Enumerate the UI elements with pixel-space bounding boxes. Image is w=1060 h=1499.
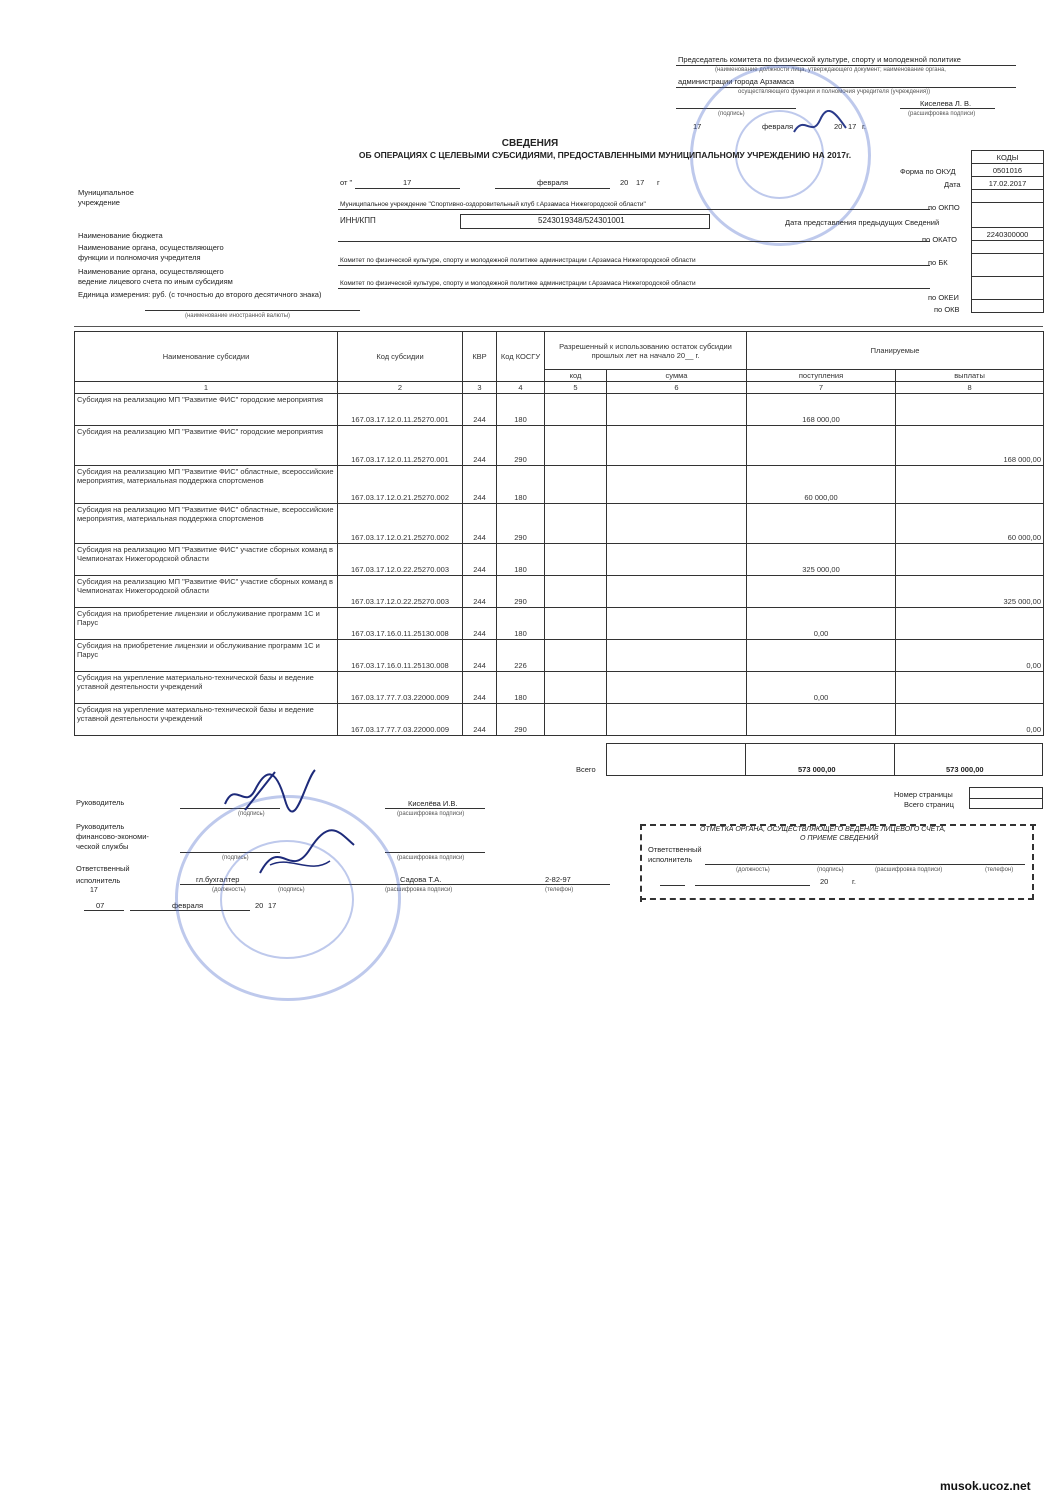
approval-year: 17 xyxy=(848,122,857,131)
fin-head-label-1: Руководитель xyxy=(76,822,125,831)
receipt-mark-title-1: ОТМЕТКА ОРГАНА, ОСУЩЕСТВЛЯЮЩЕГО ВЕДЕНИЕ ЛИЦЕВОГО СЧЕТА, xyxy=(700,826,947,833)
subsidy-code: 167.03.17.77.7.03.22000.009 xyxy=(338,704,463,736)
footer-day-small: 17 xyxy=(90,887,98,894)
planned-income xyxy=(747,576,896,608)
allowed-code xyxy=(545,504,607,544)
header-day: 17 xyxy=(403,178,412,187)
planned-payments: 325 000,00 xyxy=(896,576,1044,608)
approver-caption-1: (наименование должности лица, утверждающего документ; наименование органа, xyxy=(715,67,946,73)
header-year-suffix: г xyxy=(657,178,660,187)
subsidy-kvr: 244 xyxy=(463,704,497,736)
head-name-caption: (расшифровка подписи) xyxy=(397,811,465,817)
budget-label: Наименование бюджета xyxy=(78,231,163,240)
date-value: 17.02.2017 xyxy=(972,177,1044,190)
col-kosgu-header: Код КОСГУ xyxy=(497,332,545,382)
table-row xyxy=(75,640,1044,672)
allowed-sum xyxy=(607,544,747,576)
allowed-sum xyxy=(607,640,747,672)
approver-name: Киселева Л. В. xyxy=(920,99,972,108)
col-num: 1 xyxy=(75,382,338,394)
institution-label: Муниципальное учреждение xyxy=(78,188,134,207)
planned-income: 325 000,00 xyxy=(747,544,896,576)
col-num: 7 xyxy=(747,382,896,394)
footer-day: 07 xyxy=(96,901,105,910)
planned-income: 168 000,00 xyxy=(747,394,896,426)
approver-name-caption: (расшифровка подписи) xyxy=(908,111,976,117)
date-prefix: от " xyxy=(340,178,353,187)
exec-position: гл.бухгалтер xyxy=(196,875,240,884)
planned-income: 60 000,00 xyxy=(747,466,896,504)
planned-payments xyxy=(896,466,1044,504)
approver-sign-caption: (подпись) xyxy=(718,111,745,117)
approver-signature xyxy=(790,110,850,140)
col-allowed-sum-header: сумма xyxy=(607,370,747,382)
codes-header: КОДЫ xyxy=(972,151,1044,164)
okud-label: Форма по ОКУД xyxy=(900,167,956,176)
page-number-label: Номер страницы xyxy=(894,790,953,799)
fin-head-label-3: ческой службы xyxy=(76,842,129,851)
subsidy-name: Субсидия на реализацию МП "Развитие ФИС" городские мероприятия xyxy=(75,426,338,466)
receipt-exec-label-2: исполнитель xyxy=(648,855,693,864)
okato-label: по ОКАТО xyxy=(922,235,958,244)
subsidy-kvr: 244 xyxy=(463,466,497,504)
col-num: 4 xyxy=(497,382,545,394)
subsidy-code: 167.03.17.12.0.21.25270.002 xyxy=(338,504,463,544)
subsidy-kosgu: 180 xyxy=(497,394,545,426)
allowed-code xyxy=(545,576,607,608)
receipt-year-suffix: г. xyxy=(852,877,856,886)
subsidy-kvr: 244 xyxy=(463,608,497,640)
founder-name: Комитет по физической культуре, спорту и молодежной политике администрации г.Арзамаса Нижегородской области xyxy=(340,257,696,264)
col-num: 8 xyxy=(896,382,1044,394)
exec-sign-caption: (подпись) xyxy=(278,887,305,893)
inn-label: ИНН/КПП xyxy=(340,216,376,225)
subsidy-kvr: 244 xyxy=(463,426,497,466)
date-label: Дата xyxy=(944,180,961,189)
account-name: Комитет по физической культуре, спорту и молодежной политике администрации г.Арзамаса Нижегородской области xyxy=(340,280,696,287)
head-signature xyxy=(215,760,325,820)
subsidy-kosgu: 290 xyxy=(497,504,545,544)
head-name: Киселёва И.В. xyxy=(408,799,458,808)
subsidy-kosgu: 290 xyxy=(497,576,545,608)
subsidy-name: Субсидия на реализацию МП "Развитие ФИС" городские мероприятия xyxy=(75,394,338,426)
subsidy-kosgu: 180 xyxy=(497,672,545,704)
head-sign-caption: (подпись) xyxy=(238,811,265,817)
document-title: СВЕДЕНИЯ xyxy=(501,138,559,149)
exec-label-1: Ответственный xyxy=(76,864,130,873)
col-planned-header: Планируемые xyxy=(747,332,1044,370)
planned-income xyxy=(747,640,896,672)
col-num: 6 xyxy=(607,382,747,394)
receipt-mark-title-2: О ПРИЕМЕ СВЕДЕНИЙ xyxy=(800,835,879,842)
allowed-sum xyxy=(607,704,747,736)
allowed-sum xyxy=(607,394,747,426)
subsidy-code: 167.03.17.16.0.11.25130.008 xyxy=(338,608,463,640)
col-allowed-code-header: код xyxy=(545,370,607,382)
account-label-1: Наименование органа, осуществляющего xyxy=(78,267,224,276)
subsidy-code: 167.03.17.12.0.11.25270.001 xyxy=(338,394,463,426)
fin-sign-caption: (подпись) xyxy=(222,855,249,861)
allowed-sum xyxy=(607,466,747,504)
subsidy-code: 167.03.17.12.0.11.25270.001 xyxy=(338,426,463,466)
planned-payments: 0,00 xyxy=(896,640,1044,672)
receipt-phone-caption: (телефон) xyxy=(985,867,1014,873)
allowed-code xyxy=(545,672,607,704)
currency-caption: (наименование иностранной валюты) xyxy=(185,313,291,319)
subsidy-kvr: 244 xyxy=(463,504,497,544)
institution-name: Муниципальное учреждение "Спортивно-оздоровительный клуб г.Арзамаса Нижегородской области" xyxy=(340,201,646,208)
subsidies-table xyxy=(74,331,1044,736)
okpo-label: по ОКПО xyxy=(928,203,960,212)
account-label-2: ведение лицевого счета по иным субсидиям xyxy=(78,277,233,286)
approval-year-suffix: г. xyxy=(862,122,866,131)
allowed-code xyxy=(545,426,607,466)
total-payments: 573 000,00 xyxy=(946,765,984,774)
allowed-sum xyxy=(607,504,747,544)
col-name-header: Наименование субсидии xyxy=(75,332,338,382)
subsidy-kvr: 244 xyxy=(463,544,497,576)
planned-payments xyxy=(896,394,1044,426)
exec-name: Садова Т.А. xyxy=(400,875,442,884)
planned-payments xyxy=(896,672,1044,704)
receipt-year-prefix: 20 xyxy=(820,877,829,886)
founder-label-1: Наименование органа, осуществляющего xyxy=(78,243,224,252)
bk-label: по БК xyxy=(928,258,948,267)
receipt-sign-caption: (подпись) xyxy=(817,867,844,873)
subsidy-name: Субсидия на реализацию МП "Развитие ФИС" областные, всероссийские мероприятия, материальная поддержка спортсменов xyxy=(75,504,338,544)
inn-value: 5243019348/524301001 xyxy=(538,216,625,225)
allowed-sum xyxy=(607,672,747,704)
exec-phone-caption: (телефон) xyxy=(545,887,574,893)
subsidy-kosgu: 226 xyxy=(497,640,545,672)
table-row xyxy=(75,704,1044,736)
planned-income xyxy=(747,704,896,736)
unit-label: Единица измерения: руб. (с точностью до второго десятичного знака) xyxy=(78,290,322,299)
approval-day: 17 xyxy=(693,122,702,131)
receipt-exec-label-1: Ответственный xyxy=(648,845,702,854)
planned-payments xyxy=(896,544,1044,576)
subsidy-kosgu: 290 xyxy=(497,426,545,466)
subsidy-name: Субсидия на укрепление материально-технической базы и ведение уставной деятельности учреждений xyxy=(75,672,338,704)
document-subtitle: ОБ ОПЕРАЦИЯХ С ЦЕЛЕВЫМИ СУБСИДИЯМИ, ПРЕДОСТАВЛЕННЫМИ МУНИЦИПАЛЬНОМУ УЧРЕЖДЕНИЮ НА 2017г. xyxy=(358,150,852,160)
planned-income: 0,00 xyxy=(747,672,896,704)
subsidy-code: 167.03.17.16.0.11.25130.008 xyxy=(338,640,463,672)
allowed-code xyxy=(545,544,607,576)
planned-payments: 0,00 xyxy=(896,704,1044,736)
col-payments-header: выплаты xyxy=(896,370,1044,382)
exec-label-2: исполнитель xyxy=(76,876,121,885)
col-kvr-header: КВР xyxy=(463,332,497,382)
fin-name-caption: (расшифровка подписи) xyxy=(397,855,465,861)
subsidy-name: Субсидия на приобретение лицензии и обслуживание программ 1С и Парус xyxy=(75,640,338,672)
subsidy-code: 167.03.17.12.0.22.25270.003 xyxy=(338,544,463,576)
col-income-header: поступления xyxy=(747,370,896,382)
exec-name-caption: (расшифровка подписи) xyxy=(385,887,453,893)
codes-table xyxy=(971,150,1044,313)
subsidy-kvr: 244 xyxy=(463,576,497,608)
okv-label: по ОКВ xyxy=(934,305,960,314)
allowed-code xyxy=(545,640,607,672)
table-row xyxy=(75,466,1044,504)
table-row xyxy=(75,426,1044,466)
head-label: Руководитель xyxy=(76,798,125,807)
footer-year-prefix: 20 xyxy=(255,901,264,910)
okei-label: по ОКЕИ xyxy=(928,293,959,302)
subsidy-kosgu: 180 xyxy=(497,544,545,576)
allowed-code xyxy=(545,466,607,504)
approver-caption-2: осуществляющего функции и полномочия учредителя (учреждения)) xyxy=(738,89,931,95)
col-num: 3 xyxy=(463,382,497,394)
approver-organization: администрации города Арзамаса xyxy=(678,77,795,86)
subsidy-name: Субсидия на приобретение лицензии и обслуживание программ 1С и Парус xyxy=(75,608,338,640)
planned-income xyxy=(747,426,896,466)
okud-value: 0501016 xyxy=(972,164,1044,177)
subsidy-name: Субсидия на реализацию МП "Развитие ФИС" участие сборных команд в Чемпионатах Нижегородской области xyxy=(75,576,338,608)
subsidy-name: Субсидия на укрепление материально-технической базы и ведение уставной деятельности учреждений xyxy=(75,704,338,736)
planned-income xyxy=(747,504,896,544)
col-allowed-header: Разрешенный к использованию остаток субсидии прошлых лет на начало 20__ г. xyxy=(545,332,747,370)
table-row xyxy=(75,576,1044,608)
allowed-sum xyxy=(607,576,747,608)
subsidy-kvr: 244 xyxy=(463,640,497,672)
subsidy-kosgu: 290 xyxy=(497,704,545,736)
subsidy-code: 167.03.17.12.0.22.25270.003 xyxy=(338,576,463,608)
table-row xyxy=(75,544,1044,576)
allowed-code xyxy=(545,704,607,736)
col-num: 5 xyxy=(545,382,607,394)
subsidy-code: 167.03.17.12.0.21.25270.002 xyxy=(338,466,463,504)
okato-value: 2240300000 xyxy=(972,228,1044,241)
approval-month: февраля xyxy=(762,122,794,131)
header-month: февраля xyxy=(537,178,569,187)
col-num: 2 xyxy=(338,382,463,394)
allowed-sum xyxy=(607,426,747,466)
approver-position: Председатель комитета по физической культуре, спорту и молодежной политике xyxy=(678,55,961,64)
pages-total-label: Всего страниц xyxy=(904,800,954,809)
receipt-position-caption: (должность) xyxy=(736,867,770,873)
header-year: 17 xyxy=(636,178,645,187)
footer-year: 17 xyxy=(268,901,277,910)
table-row xyxy=(75,672,1044,704)
allowed-code xyxy=(545,394,607,426)
table-row xyxy=(75,394,1044,426)
planned-payments xyxy=(896,608,1044,640)
subsidy-name: Субсидия на реализацию МП "Развитие ФИС" областные, всероссийские мероприятия, материальная поддержка спортсменов xyxy=(75,466,338,504)
subsidy-code: 167.03.17.77.7.03.22000.009 xyxy=(338,672,463,704)
header-year-prefix: 20 xyxy=(620,178,629,187)
accountant-signature xyxy=(250,825,360,885)
planned-payments: 60 000,00 xyxy=(896,504,1044,544)
founder-label-2: функции и полномочия учредителя xyxy=(78,253,201,262)
subsidy-kosgu: 180 xyxy=(497,608,545,640)
subsidy-kosgu: 180 xyxy=(497,466,545,504)
subsidy-kvr: 244 xyxy=(463,394,497,426)
allowed-code xyxy=(545,608,607,640)
allowed-sum xyxy=(607,608,747,640)
fin-head-label-2: финансово-экономи- xyxy=(76,832,149,841)
subsidy-kvr: 244 xyxy=(463,672,497,704)
approval-year-prefix: 20 xyxy=(834,122,843,131)
col-code-header: Код субсидии xyxy=(338,332,463,382)
table-row xyxy=(75,608,1044,640)
planned-payments: 168 000,00 xyxy=(896,426,1044,466)
site-watermark: musok.ucoz.net xyxy=(940,1479,1031,1493)
total-label: Всего xyxy=(576,765,596,774)
footer-month: февраля xyxy=(172,901,204,910)
table-row xyxy=(75,504,1044,544)
subsidy-name: Субсидия на реализацию МП "Развитие ФИС" участие сборных команд в Чемпионатах Нижегородской области xyxy=(75,544,338,576)
planned-income: 0,00 xyxy=(747,608,896,640)
exec-position-caption: (должность) xyxy=(212,887,246,893)
receipt-name-caption: (расшифровка подписи) xyxy=(875,867,943,873)
exec-phone: 2-82-97 xyxy=(545,875,571,884)
total-income: 573 000,00 xyxy=(798,765,836,774)
prev-date-label: Дата представления предыдущих Сведений xyxy=(785,218,940,227)
